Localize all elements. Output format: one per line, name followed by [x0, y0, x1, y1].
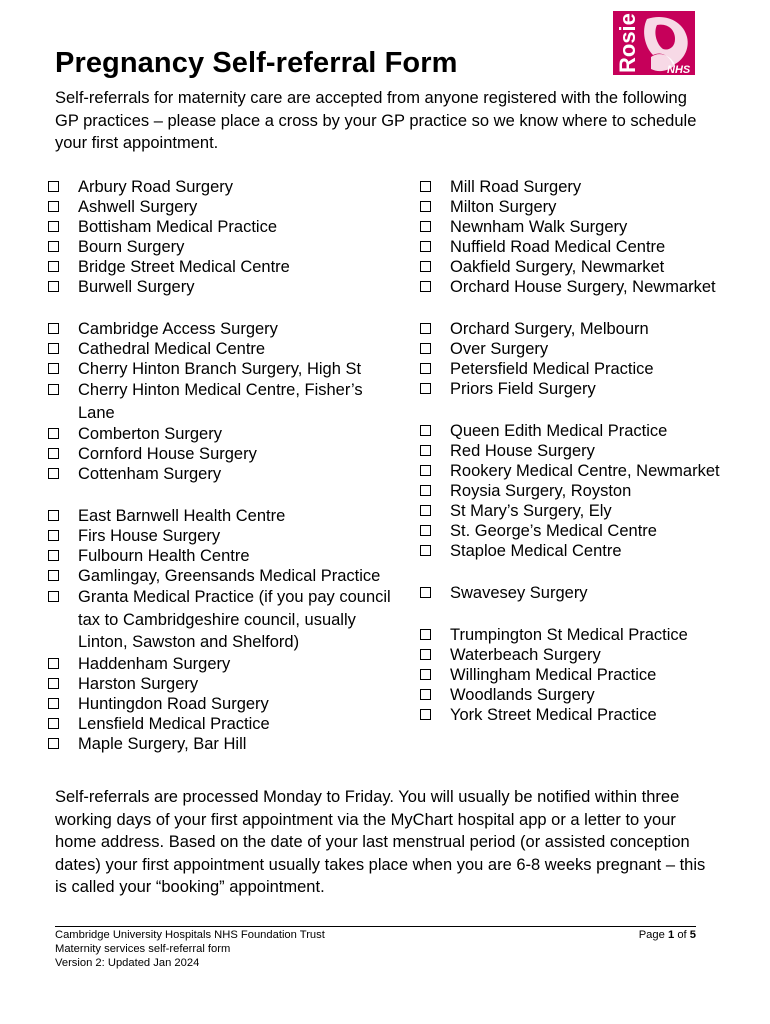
practice-item — [420, 461, 720, 481]
practice-label: Fulbourn Health Centre — [78, 547, 250, 565]
practice-item — [48, 464, 403, 484]
practice-label: Petersfield Medical Practice — [450, 360, 654, 378]
practice-checkbox[interactable] — [420, 425, 431, 436]
practice-item — [420, 177, 720, 197]
practice-label: Staploe Medical Centre — [450, 542, 622, 560]
practice-item — [420, 645, 720, 665]
page-current: 1 — [667, 929, 675, 941]
page-of: of — [677, 929, 687, 941]
practice-label: Maple Surgery, Bar Hill — [78, 734, 247, 753]
practice-item — [48, 197, 403, 217]
rosie-nhs-logo — [613, 11, 695, 75]
practice-checkbox[interactable] — [420, 363, 431, 374]
footer-divider — [55, 926, 696, 927]
practice-label: York Street Medical Practice — [450, 706, 657, 724]
practice-checkbox[interactable] — [48, 570, 59, 581]
practice-checkbox[interactable] — [48, 738, 59, 749]
practice-item — [48, 339, 403, 359]
page-label: Page — [638, 929, 665, 941]
practice-checkbox[interactable] — [420, 485, 431, 496]
practice-checkbox[interactable] — [420, 181, 431, 192]
practice-label: Cherry Hinton Medical Centre, Fisher’s Lane — [78, 381, 363, 422]
practice-item — [48, 237, 403, 257]
practice-label: Roysia Surgery, Royston — [450, 482, 632, 500]
practice-checkbox[interactable] — [48, 591, 59, 602]
practice-label: Cottenham Surgery — [78, 465, 222, 483]
practice-item — [48, 546, 403, 566]
practice-label: Cherry Hinton Branch Surgery, High St — [78, 360, 362, 378]
practice-item — [420, 421, 720, 441]
practice-checkbox[interactable] — [48, 428, 59, 439]
rosie-logo-graphic — [613, 11, 695, 75]
practice-label: Newnham Walk Surgery — [450, 218, 628, 236]
practice-checkbox[interactable] — [420, 587, 431, 598]
practice-checkbox[interactable] — [48, 448, 59, 459]
practice-checkbox[interactable] — [420, 525, 431, 536]
practice-item — [48, 359, 403, 379]
practice-item — [420, 197, 720, 217]
practice-item — [420, 359, 720, 379]
practice-checkbox[interactable] — [420, 281, 431, 292]
practice-checkbox[interactable] — [48, 221, 59, 232]
practice-label: Comberton Surgery — [78, 425, 222, 443]
practice-checkbox[interactable] — [420, 261, 431, 272]
practice-label: Over Surgery — [450, 340, 549, 358]
practice-item — [420, 339, 720, 359]
practice-item — [48, 506, 403, 526]
practice-checkbox[interactable] — [420, 709, 431, 720]
practice-checkbox[interactable] — [420, 465, 431, 476]
practice-item — [420, 217, 720, 237]
practice-label: Arbury Road Surgery — [78, 178, 233, 196]
practice-checkbox[interactable] — [48, 468, 59, 479]
practice-item — [48, 714, 403, 734]
practice-checkbox[interactable] — [420, 201, 431, 212]
practice-item — [420, 277, 720, 297]
practice-checkbox[interactable] — [420, 241, 431, 252]
practice-label: Swavesey Surgery — [450, 584, 588, 602]
practice-item — [420, 705, 720, 725]
practice-item — [48, 379, 403, 424]
practice-item — [420, 257, 720, 277]
footer-info — [55, 928, 325, 970]
practice-label: East Barnwell Health Centre — [78, 507, 286, 525]
intro-paragraph: Self-referrals for maternity care are accepted from anyone registered with the following GP practices – please place a cross by your GP practice so we know where to schedule your first appointment. — [55, 89, 697, 152]
practice-checkbox[interactable] — [420, 689, 431, 700]
practice-item — [420, 501, 720, 521]
practice-checkbox[interactable] — [48, 343, 59, 354]
page-number — [639, 928, 696, 942]
practice-list-right — [420, 177, 720, 725]
practice-checkbox[interactable] — [48, 323, 59, 334]
practice-label: Cathedral Medical Centre — [78, 340, 266, 358]
footer-version: Version 2: Updated Jan 2024 — [55, 957, 200, 969]
footer-form-name: Maternity services self-referral form — [55, 943, 231, 955]
practice-label: Granta Medical Practice (if you pay council tax to Cambridgeshire council, usually Linton, Sawston and Shelford) — [78, 588, 391, 651]
practice-checkbox[interactable] — [420, 505, 431, 516]
practice-label: Queen Edith Medical Practice — [450, 422, 668, 440]
practice-item — [48, 586, 403, 654]
practice-checkbox[interactable] — [48, 550, 59, 561]
practice-label: Bridge Street Medical Centre — [78, 258, 290, 276]
practice-label: St. George’s Medical Centre — [450, 522, 657, 540]
practice-checkbox[interactable] — [420, 221, 431, 232]
practice-checkbox[interactable] — [48, 510, 59, 521]
logo-nhs-text: NHS — [667, 64, 691, 75]
group-spacer — [48, 484, 403, 506]
practice-checkbox[interactable] — [48, 678, 59, 689]
practice-item — [420, 521, 720, 541]
practice-checkbox[interactable] — [48, 281, 59, 292]
page-title: Pregnancy Self-referral Form — [55, 47, 458, 79]
practice-label: Cornford House Surgery — [78, 445, 257, 463]
practice-label: Oakfield Surgery, Newmarket — [450, 258, 665, 276]
practice-checkbox[interactable] — [48, 530, 59, 541]
practice-label: Trumpington St Medical Practice — [450, 626, 688, 644]
practice-checkbox[interactable] — [48, 181, 59, 192]
practice-item — [48, 217, 403, 237]
practice-item — [420, 319, 720, 339]
practice-list-left — [48, 177, 403, 754]
footer-trust-name: Cambridge University Hospitals NHS Foundation Trust — [55, 929, 325, 941]
practice-item — [48, 444, 403, 464]
practice-label: Bourn Surgery — [78, 238, 185, 256]
group-spacer — [420, 603, 720, 625]
practice-checkbox[interactable] — [420, 445, 431, 456]
practice-checkbox[interactable] — [420, 383, 431, 394]
practice-label: Milton Surgery — [450, 198, 557, 216]
group-spacer — [420, 297, 720, 319]
practice-item — [48, 177, 403, 197]
practice-item — [48, 526, 403, 546]
practice-item — [420, 441, 720, 461]
practice-label: Rookery Medical Centre, Newmarket — [450, 462, 720, 480]
practice-checkbox[interactable] — [420, 343, 431, 354]
practice-label: Firs House Surgery — [78, 527, 221, 545]
practice-label: Burwell Surgery — [78, 278, 195, 296]
practice-item — [420, 625, 720, 645]
practice-label: Woodlands Surgery — [450, 686, 595, 704]
practice-item — [420, 583, 720, 603]
practice-label: Priors Field Surgery — [450, 380, 596, 398]
practice-label: Cambridge Access Surgery — [78, 320, 278, 338]
practice-label: Orchard Surgery, Melbourn — [450, 320, 649, 338]
group-spacer — [420, 399, 720, 421]
practice-checkbox[interactable] — [48, 718, 59, 729]
practice-item — [48, 319, 403, 339]
practice-label: Haddenham Surgery — [78, 654, 231, 673]
page-total: 5 — [689, 929, 696, 941]
practice-label: Orchard House Surgery, Newmarket — [450, 278, 716, 296]
practice-item — [420, 665, 720, 685]
logo-brand-text: Rosie — [615, 13, 640, 73]
practice-checkbox[interactable] — [48, 698, 59, 709]
practice-item — [48, 566, 403, 586]
practice-item — [48, 654, 403, 674]
practice-item — [48, 257, 403, 277]
practice-checkbox[interactable] — [48, 658, 59, 669]
practice-label: Ashwell Surgery — [78, 198, 198, 216]
practice-label: Willingham Medical Practice — [450, 666, 657, 684]
practice-checkbox[interactable] — [48, 363, 59, 374]
practice-item — [48, 424, 403, 444]
practice-checkbox[interactable] — [420, 545, 431, 556]
group-spacer — [48, 297, 403, 319]
practice-label: Red House Surgery — [450, 442, 595, 460]
practice-checkbox[interactable] — [48, 384, 59, 395]
practice-label: St Mary’s Surgery, Ely — [450, 502, 612, 520]
practice-item — [48, 734, 403, 754]
processing-info-paragraph: Self-referrals are processed Monday to Friday. You will usually be notified within three working days of your first appointment via the MyChart hospital app or a letter to your home address. Based on the date of your last menstrual period (or assisted conception dates) your first appointment usually takes place when you are 6-8 weeks pregnant – this is called your “booking” appointment. — [55, 788, 706, 897]
practice-checkbox[interactable] — [420, 649, 431, 660]
practice-checkbox[interactable] — [48, 261, 59, 272]
practice-item — [420, 481, 720, 501]
practice-checkbox[interactable] — [48, 241, 59, 252]
group-spacer — [420, 561, 720, 583]
practice-item — [48, 694, 403, 714]
practice-item — [420, 685, 720, 705]
practice-label: Lensfield Medical Practice — [78, 714, 270, 733]
practice-item — [420, 379, 720, 399]
practice-item — [48, 674, 403, 694]
practice-label: Huntingdon Road Surgery — [78, 694, 269, 713]
practice-checkbox[interactable] — [420, 323, 431, 334]
practice-item — [48, 277, 403, 297]
practice-label: Waterbeach Surgery — [450, 646, 601, 664]
practice-checkbox[interactable] — [420, 629, 431, 640]
practice-label: Gamlingay, Greensands Medical Practice — [78, 567, 381, 585]
practice-item — [420, 237, 720, 257]
practice-checkbox[interactable] — [48, 201, 59, 212]
practice-label: Bottisham Medical Practice — [78, 218, 277, 236]
practice-label: Mill Road Surgery — [450, 178, 582, 196]
practice-item — [420, 541, 720, 561]
practice-label: Harston Surgery — [78, 674, 199, 693]
practice-label: Nuffield Road Medical Centre — [450, 238, 666, 256]
practice-checkbox[interactable] — [420, 669, 431, 680]
